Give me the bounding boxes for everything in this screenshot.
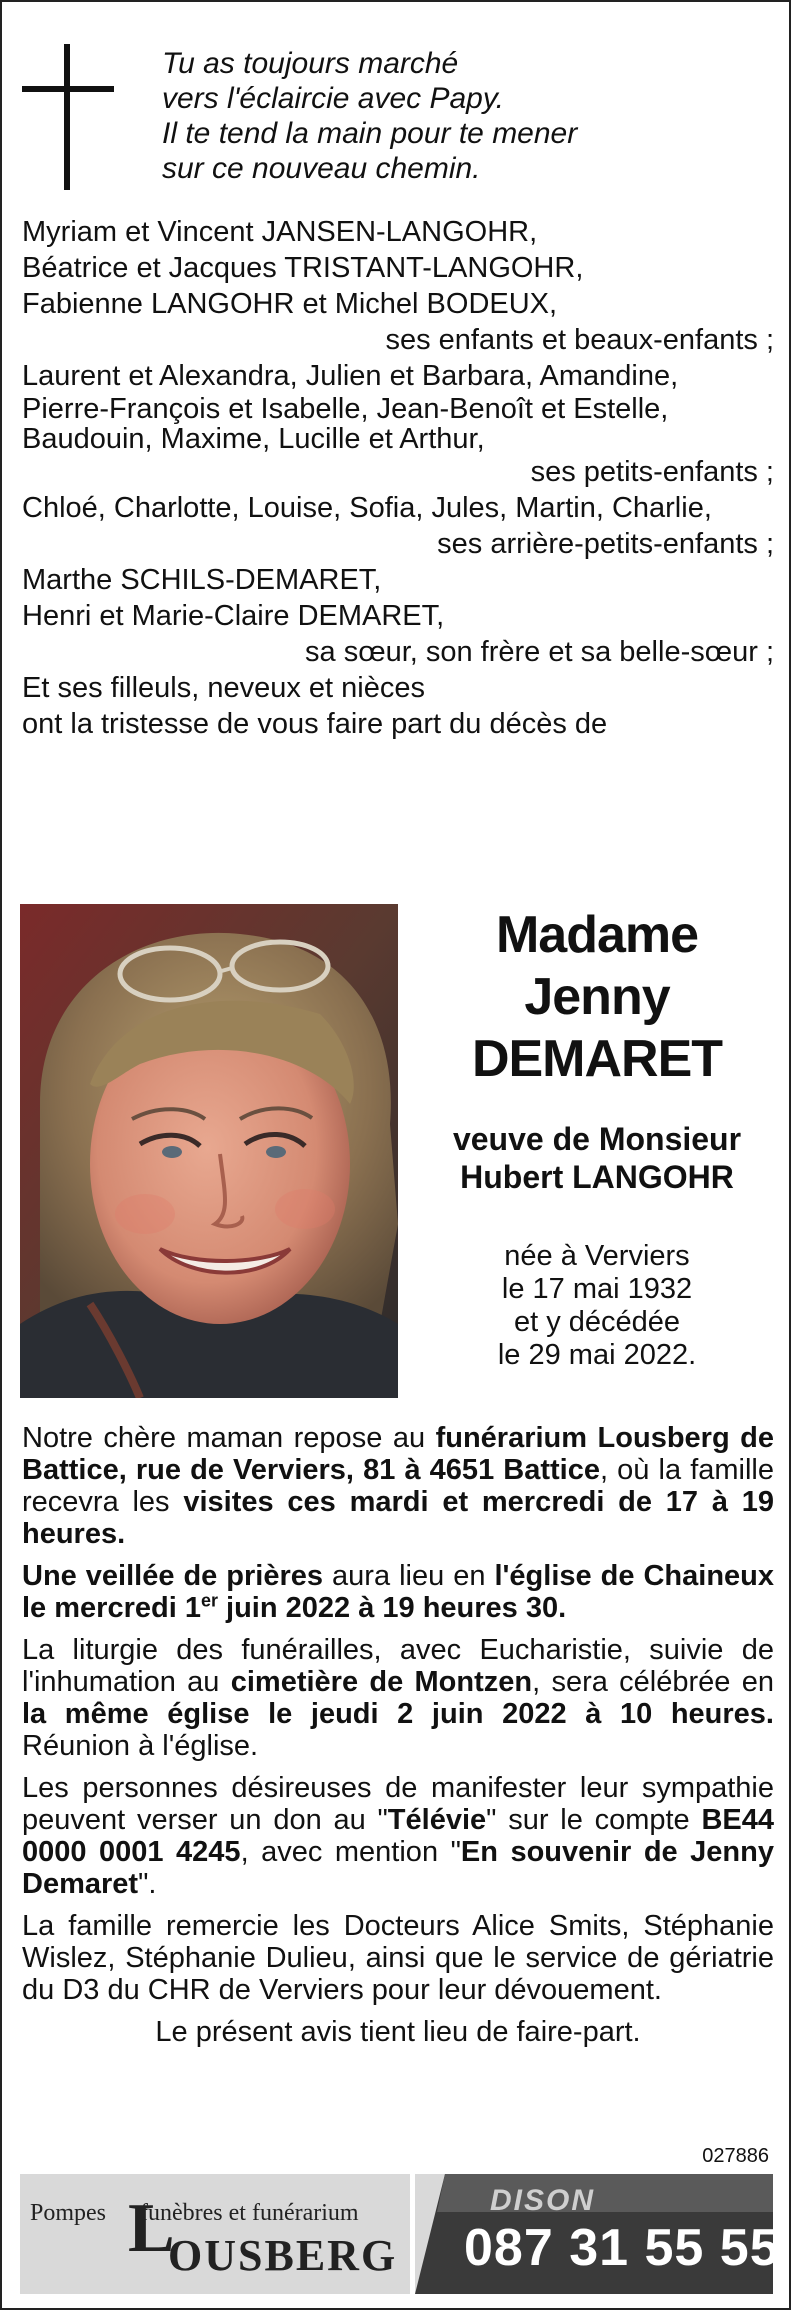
- poem-line: vers l'éclaircie avec Papy.: [162, 82, 504, 115]
- family-role-label: ses petits-enfants ;: [530, 456, 774, 488]
- funeral-home-banner: [20, 2174, 780, 2294]
- closing-line: Le présent avis tient lieu de faire-part.: [155, 2016, 641, 2048]
- family-role-label: sa sœur, son frère et sa belle-sœur ;: [305, 636, 774, 668]
- family-role-label: ses arrière-petits-enfants ;: [437, 528, 774, 560]
- phone-number: 087 31 55 55: [464, 2219, 780, 2277]
- death-date: le 29 mai 2022.: [497, 1339, 697, 1371]
- family-line: Chloé, Charlotte, Louise, Sofia, Jules, Martin, Charlie,: [22, 492, 712, 524]
- logo-text-pompes: Pompes: [30, 2200, 107, 2226]
- family-line: Baudouin, Maxime, Lucille et Arthur,: [22, 423, 485, 455]
- deceased-first-name: Jenny: [524, 968, 670, 1026]
- paragraph-repose: Notre chère maman repose au funérarium Lousberg de Battice, rue de Verviers, 81 à 4651 Battice, où la famille recevra les visites ces mardi et mercredi de 17 à 19 heures.: [22, 1422, 775, 1550]
- family-list: [22, 214, 774, 742]
- family-line: ont la tristesse de vous faire part du décès de: [22, 708, 608, 740]
- death-place: et y décédée: [513, 1306, 681, 1338]
- paragraph-thanks: La famille remercie les Docteurs Alice Smits, Stéphanie Wislez, Stéphanie Dulieu, ainsi que le service de gériatrie du D3 du CHR de Verviers pour leur dévouement.: [22, 1910, 774, 2006]
- birth-place: née à Verviers: [504, 1240, 690, 1272]
- poem-line: Il te tend la main pour te mener: [162, 117, 578, 150]
- location-label: DISON: [490, 2184, 596, 2217]
- cross-icon: [22, 44, 114, 190]
- family-line: Marthe SCHILS-DEMARET,: [22, 564, 382, 596]
- family-line: Pierre-François et Isabelle, Jean-Benoît et Estelle,: [22, 393, 669, 425]
- paragraph-vigil: Une veillée de prières aura lieu en l'église de Chaineux le mercredi 1er juin 2022 à 19 heures 30.: [22, 1560, 774, 1624]
- family-line: Béatrice et Jacques TRISTANT-LANGOHR,: [22, 252, 584, 284]
- family-role-label: ses enfants et beaux-enfants ;: [385, 324, 774, 356]
- deceased-info: [412, 904, 782, 1372]
- widow-line: veuve de Monsieur: [452, 1121, 742, 1157]
- logo-initial: L: [128, 2190, 175, 2267]
- poem-line: sur ce nouveau chemin.: [162, 152, 481, 185]
- family-line: Et ses filleuls, neveux et nièces: [22, 672, 425, 704]
- reference-number: 027886: [702, 2145, 769, 2167]
- birth-date: le 17 mai 1932: [501, 1273, 693, 1305]
- family-line: Myriam et Vincent JANSEN-LANGOHR,: [22, 216, 538, 248]
- paragraph-funeral: La liturgie des funérailles, avec Eucharistie, suivie de l'inhumation au cimetière de Montzen, sera célébrée en la même église le jeudi 2 juin 2022 à 10 heures. Réunion à l'église.: [22, 1634, 774, 1762]
- logo-text-funebres: funèbres et funérarium: [140, 2200, 359, 2226]
- portrait-photo: [20, 904, 398, 1398]
- deceased-title: Madame: [495, 906, 699, 964]
- paragraph-donation: Les personnes désireuses de manifester leur sympathie peuvent verser un don au "Télévie" sur le compte BE44 0000 0001 4245, avec mention "En souvenir de Jenny Demaret".: [22, 1772, 775, 1900]
- family-line: Henri et Marie-Claire DEMARET,: [22, 600, 445, 632]
- poem-line: Tu as toujours marché: [162, 47, 459, 80]
- logo-brand: OUSBERG: [168, 2231, 398, 2280]
- notice-body: [22, 1422, 774, 2048]
- family-line: Fabienne LANGOHR et Michel BODEUX,: [22, 288, 558, 320]
- poem: [162, 46, 782, 186]
- widow-line: Hubert LANGOHR: [460, 1159, 734, 1195]
- family-line: Laurent et Alexandra, Julien et Barbara, Amandine,: [22, 360, 679, 392]
- deceased-last-name: DEMARET: [471, 1030, 723, 1088]
